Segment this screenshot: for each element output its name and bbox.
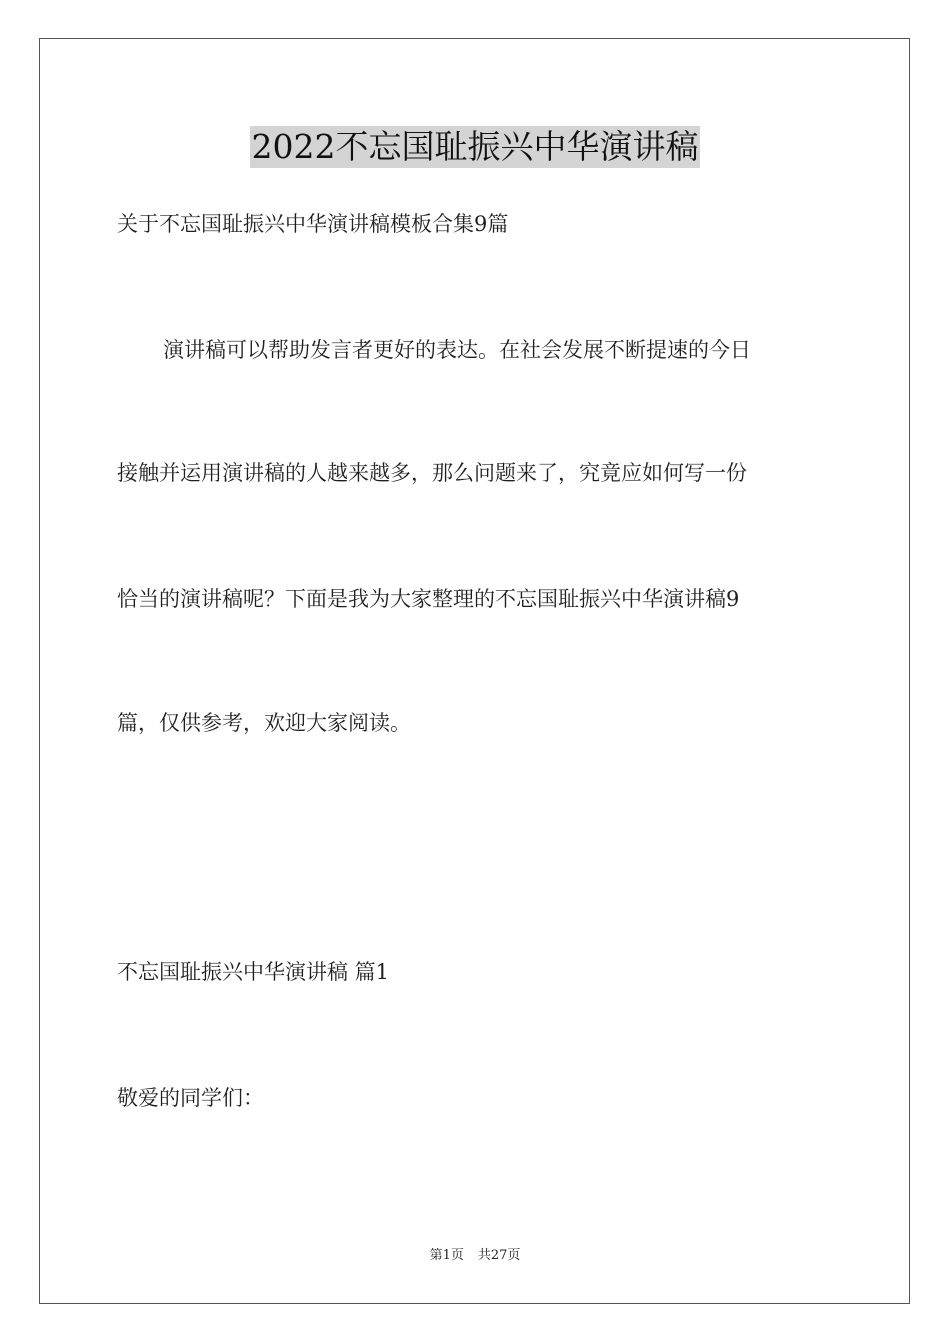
page-footer: [0, 1247, 950, 1265]
intro-line-1: 演讲稿可以帮助发言者更好的表达。在社会发展不断提速的今日: [163, 338, 751, 362]
page-number: 第1页: [429, 1248, 464, 1263]
salutation: 敬爱的同学们：: [117, 1086, 264, 1110]
intro-line-4: 篇，仅供参考，欢迎大家阅读。: [117, 711, 411, 735]
document-title: 2022不忘国耻振兴中华演讲稿: [251, 127, 699, 166]
section-heading: 不忘国耻振兴中华演讲稿 篇1: [117, 960, 390, 984]
intro-line-3: 恰当的演讲稿呢？下面是我为大家整理的不忘国耻振兴中华演讲稿9: [117, 587, 740, 611]
page-total: 共27页: [477, 1248, 521, 1263]
title-container: [0, 126, 950, 168]
document-subtitle: 关于不忘国耻振兴中华演讲稿模板合集9篇: [117, 212, 509, 236]
intro-line-2: 接触并运用演讲稿的人越来越多，那么问题来了，究竟应如何写一份: [117, 461, 747, 485]
